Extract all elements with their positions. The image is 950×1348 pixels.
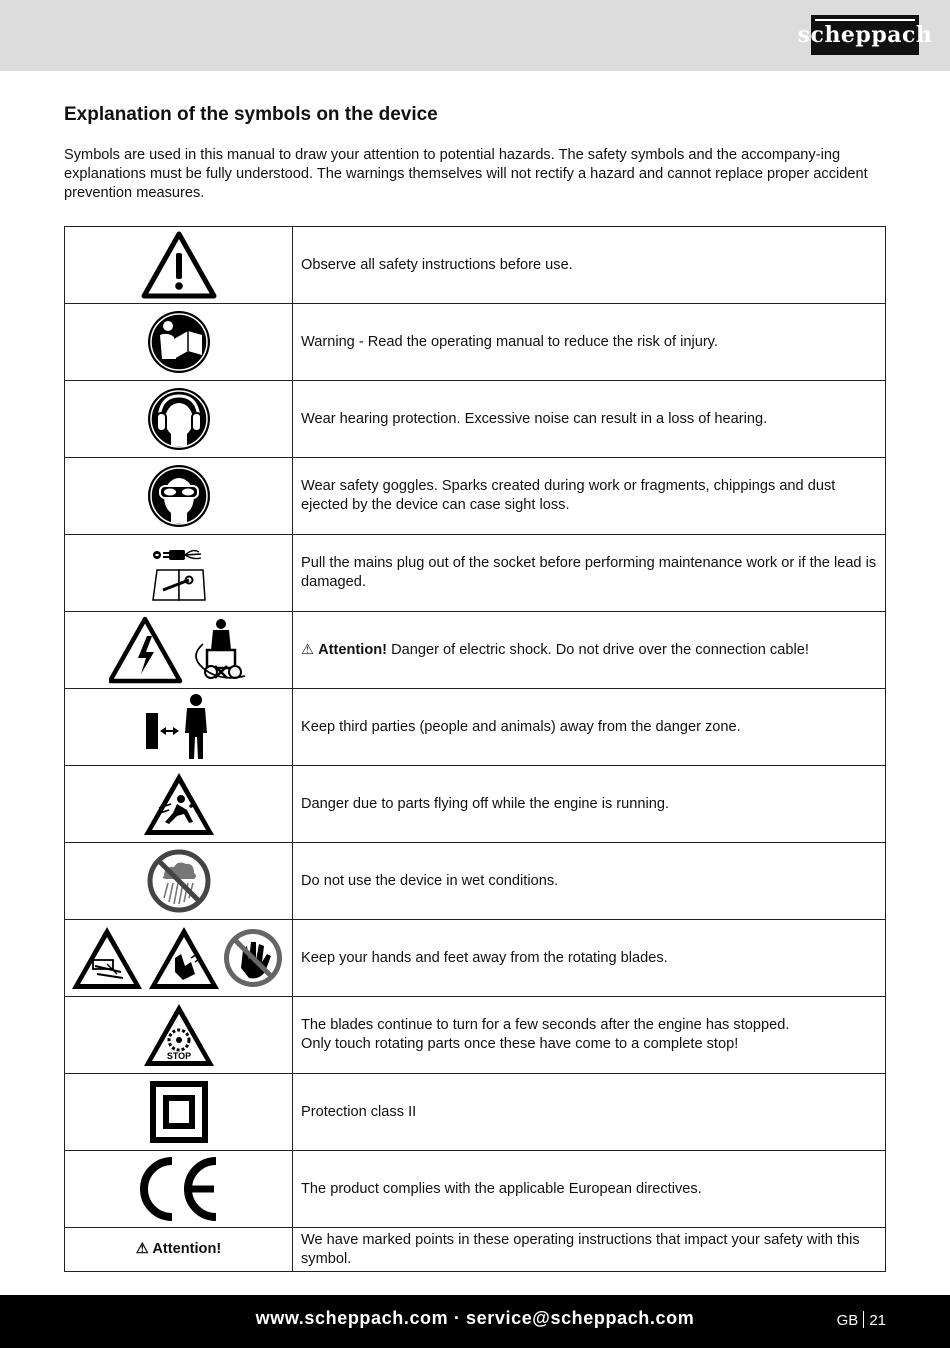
row-text: Warning - Read the operating manual to reduce the risk of injury. <box>293 304 886 381</box>
hearing-protection-icon <box>146 386 212 452</box>
table-row <box>65 689 886 766</box>
protection-class-ii-icon <box>149 1079 209 1145</box>
table-row <box>65 1151 886 1228</box>
row-text: The blades continue to turn for a few seconds after the engine has stopped. Only touch rotating parts once these have come to a complete stop! <box>293 997 886 1074</box>
attention-label: Attention! <box>152 1241 222 1257</box>
row-text: Keep third parties (people and animals) away from the danger zone. <box>293 689 886 766</box>
keep-distance-icon <box>144 693 214 761</box>
unplug-maintenance-icon <box>149 540 209 606</box>
table-row <box>65 1228 886 1272</box>
table-row <box>65 458 886 535</box>
stop-label: STOP <box>166 1051 191 1061</box>
general-warning-icon <box>141 231 217 299</box>
row-text: The product complies with the applicable European directives. <box>293 1151 886 1228</box>
page-number: GB 21 <box>836 1312 886 1329</box>
ce-mark-icon <box>138 1155 220 1223</box>
table-row <box>65 997 886 1074</box>
footer-bar <box>0 1295 950 1348</box>
row-text: Wear safety goggles. Sparks created during work or fragments, chippings and dust ejected by the device can case sight loss. <box>293 458 886 535</box>
table-row <box>65 381 886 458</box>
warning-triangle-icon: ⚠ <box>301 641 319 658</box>
table-row <box>65 766 886 843</box>
row-text: Keep your hands and feet away from the rotating blades. <box>293 920 886 997</box>
intro-paragraph: Symbols are used in this manual to draw your attention to potential hazards. The safety symbols and the accompany-ing explanations must be fully understood. The warnings themselves will not rectify a hazard and cannot replace proper accident prevention measures. <box>64 147 868 201</box>
read-manual-icon <box>146 309 212 375</box>
attention-label: Attention! <box>318 641 388 658</box>
row-text: Protection class II <box>293 1074 886 1151</box>
table-row <box>65 843 886 920</box>
table-row <box>65 1074 886 1151</box>
row-text: Observe all safety instructions before use. <box>293 227 886 304</box>
header-bar <box>0 0 950 71</box>
row-text: Wear hearing protection. Excessive noise can result in a loss of hearing. <box>293 381 886 458</box>
safety-goggles-icon <box>146 463 212 529</box>
row-text: Pull the mains plug out of the socket before performing maintenance work or if the lead is damaged. <box>293 535 886 612</box>
table-row <box>65 304 886 381</box>
page-title: Explanation of the symbols on the device <box>64 104 438 125</box>
flying-parts-icon <box>141 770 217 838</box>
table-row <box>65 920 886 997</box>
symbols-table <box>64 226 886 1272</box>
table-row <box>65 227 886 304</box>
row-text: We have marked points in these operating instructions that impact your safety with this symbol. <box>293 1228 886 1272</box>
table-row <box>65 612 886 689</box>
footer-contact: www.scheppach.com · service@scheppach.com <box>255 1308 695 1328</box>
row-text: Do not use the device in wet conditions. <box>293 843 886 920</box>
no-rain-icon <box>146 848 212 914</box>
table-row <box>65 535 886 612</box>
row-text: Danger due to parts flying off while the engine is running. <box>293 766 886 843</box>
stop-blades-icon <box>141 1001 217 1069</box>
rotating-blades-icon <box>71 924 287 992</box>
brand-logo: scheppach <box>811 15 919 55</box>
row-text: ⚠ Attention! Danger of electric shock. Do not drive over the connection cable! <box>293 612 886 689</box>
warning-triangle-icon: ⚠ <box>135 1241 153 1257</box>
electric-shock-icon <box>109 616 249 684</box>
